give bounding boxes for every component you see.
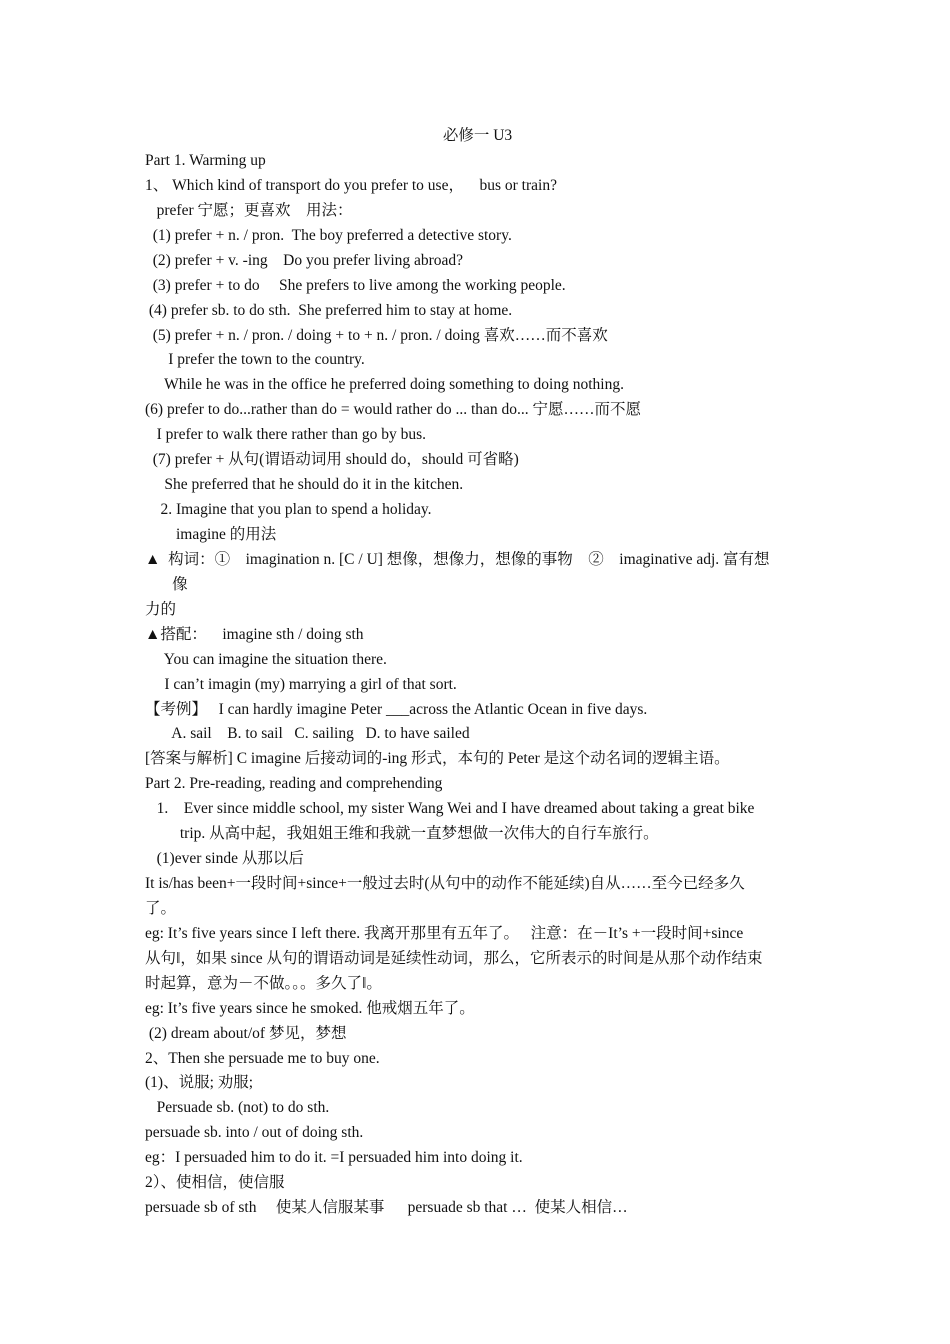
text-line: 了。 [145, 899, 177, 917]
document-title: 必修一 U3 [442, 127, 513, 144]
text-line: eg: It’s five years since he smoked. 他戒烟五年了。 [145, 999, 475, 1017]
text-line: (7) prefer + 从句(谓语动词用 should do，should 可省略) [145, 451, 519, 469]
text-line: (1) prefer + n. / pron. The boy preferred a detective story. [145, 226, 512, 244]
text-line: 像 [145, 575, 188, 593]
text-line: (1)ever sinde 从那以后 [145, 850, 304, 867]
text-line: persuade sb of sth 使某人信服某事 persuade sb that … 使某人相信… [145, 1199, 628, 1217]
text-line: persuade sb. into / out of doing sth. [145, 1124, 364, 1142]
text-line: (5) prefer + n. / pron. / doing + to + n. / pron. / doing 喜欢……而不喜欢 [145, 326, 608, 344]
text-line: While he was in the office he preferred doing something to doing nothing. [145, 376, 624, 394]
text-line: (4) prefer sb. to do sth. She preferred him to stay at home. [145, 301, 513, 319]
text-line: 从句‖，如果 since 从句的谓语动词是延续性动词，那么，它所表示的时间是从那个动作结束 [145, 949, 763, 967]
text-line: Persuade sb. (not) to do sth. [145, 1099, 330, 1117]
text-line: (3) prefer + to do She prefers to live among the working people. [145, 276, 566, 294]
text-line: eg: It’s five years since I left there. 我离开那里有五年了。 注意：在－It’s +一段时间+since [145, 924, 744, 942]
text-line: 1. Ever since middle school, my sister Wang Wei and I have dreamed about taking a great bike [145, 800, 755, 818]
text-line: I prefer to walk there rather than go by bus. [145, 426, 427, 444]
text-line: I can’t imagin (my) marrying a girl of that sort. [145, 675, 457, 693]
text-line: 【考例】 I can hardly imagine Peter ___across the Atlantic Ocean in five days. [145, 700, 648, 718]
text-line: [答案与解析] C imagine 后接动词的-ing 形式，本句的 Peter 是这个动名词的逻辑主语。 [145, 750, 730, 768]
text-line: (2) dream about/of 梦见，梦想 [145, 1024, 347, 1042]
text-line: 2）、使相信，使信服 [145, 1174, 285, 1192]
text-line: 时起算，意为－不做。。。多久了‖。 [145, 974, 382, 992]
text-line: She preferred that he should do it in the kitchen. [145, 476, 464, 494]
text-line: prefer 宁愿；更喜欢 用法： [145, 201, 353, 219]
text-line: 1、 Which kind of transport do you prefer to use， bus or train? [145, 176, 557, 194]
text-line: (2) prefer + v. -ing Do you prefer living abroad? [145, 251, 464, 269]
text-line: (1)、说服; 劝服; [145, 1074, 254, 1092]
text-line: ▲ 构词：① imagination n. [C / U] 想像，想像力，想像的事物 ② imaginative adj. 富有想 [145, 550, 770, 568]
text-line: Part 1. Warming up [145, 152, 266, 169]
text-line: I prefer the town to the country. [145, 351, 365, 369]
text-line: 力的 [145, 600, 177, 618]
text-line: (6) prefer to do...rather than do = would rather do ... than do... 宁愿……而不愿 [145, 401, 642, 419]
text-line: Part 2. Pre-reading, reading and comprehending [145, 775, 443, 793]
text-line: A. sail B. to sail C. sailing D. to have sailed [145, 725, 470, 743]
text-line: imagine 的用法 [145, 526, 277, 543]
text-line: 2、Then she persuade me to buy one. [145, 1049, 380, 1067]
text-line: ▲搭配： imagine sth / doing sth [145, 625, 364, 643]
text-line: 2. Imagine that you plan to spend a holiday. [145, 501, 432, 518]
text-line: trip. 从高中起，我姐姐王维和我就一直梦想做一次伟大的自行车旅行。 [145, 825, 659, 843]
text-line: eg：I persuaded him to do it. =I persuaded him into doing it. [145, 1149, 523, 1167]
text-line: You can imagine the situation there. [145, 650, 387, 668]
text-line: It is/has been+一段时间+since+一般过去时(从句中的动作不能延续)自从……至今已经多久 [145, 875, 745, 892]
